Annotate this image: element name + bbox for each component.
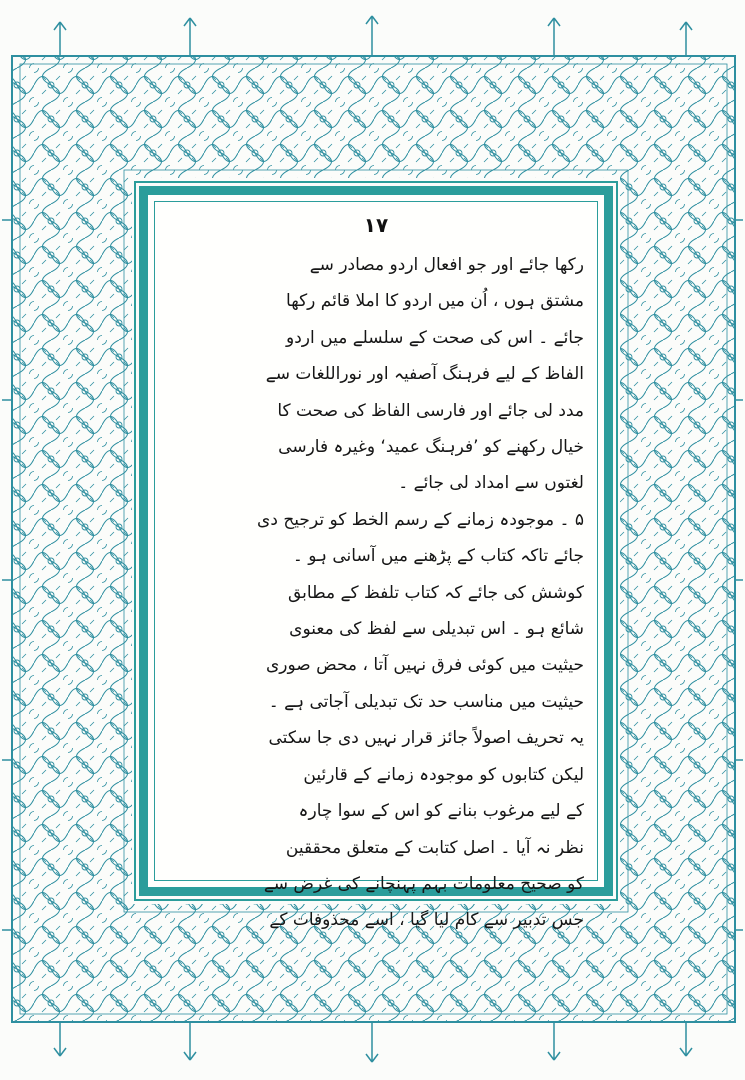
text-line: کو صحیح معلومات بہم پہنچانے کی غرض سے [263, 873, 584, 894]
text-line: کوشش کی جائے کہ کتاب تلفظ کے مطابق [287, 582, 584, 603]
text-line: رکھا جائے اور جو افعال اردو مصادر سے [309, 255, 584, 275]
text-line: لیکن کتابوں کو موجودہ زمانے کے قارئین [303, 764, 584, 785]
text-line: نظر نہ آیا ۔ اصل کتابت کے متعلق محققین [285, 837, 584, 858]
text-line: یہ تحریف اصولاً جائز قرار نہیں دی جا سکتی [268, 728, 584, 749]
text-panel [139, 186, 613, 931]
body-text [176, 247, 584, 939]
text-line: جس تدبیر سے کام لیا گیا ، اسے محذوفات کے [269, 910, 584, 931]
text-line: خیال رکھنے کو ’فرہنگ عمید‘ وغیرہ فارسی [278, 437, 584, 458]
text-line: مدد لی جائے اور فارسی الفاظ کی صحت کا [277, 400, 584, 421]
text-line: مشتق ہوں ، اُن میں اردو کا املا قائم رکھا [286, 291, 584, 312]
text-line: حیثیت میں کوئی فرق نہیں آتا ، محض صوری [266, 655, 584, 676]
text-line: لغتوں سے امداد لی جائے ۔ [398, 473, 584, 494]
text-line: حیثیت میں مناسب حد تک تبدیلی آجاتی ہے ۔ [268, 691, 584, 712]
text-line: الفاظ کے لیے فرہنگ آصفیہ اور نوراللغات سے [265, 364, 584, 385]
text-line: جائے تاکہ کتاب کے پڑھنے میں آسانی ہو ۔ [292, 546, 584, 567]
text-line: جائے ۔ اس کی صحت کے سلسلے میں اردو [286, 327, 584, 348]
text-line: کے لیے مرغوب بنانے کو اس کے سوا چارہ [298, 801, 584, 822]
page-number: ۱۷ [363, 213, 389, 237]
text-line: شائع ہو ۔ اس تبدیلی سے لفظ کی معنوی [289, 619, 584, 640]
text-line: ۵ ۔ موجودہ زمانے کے رسم الخط کو ترجیح دی [257, 509, 584, 530]
